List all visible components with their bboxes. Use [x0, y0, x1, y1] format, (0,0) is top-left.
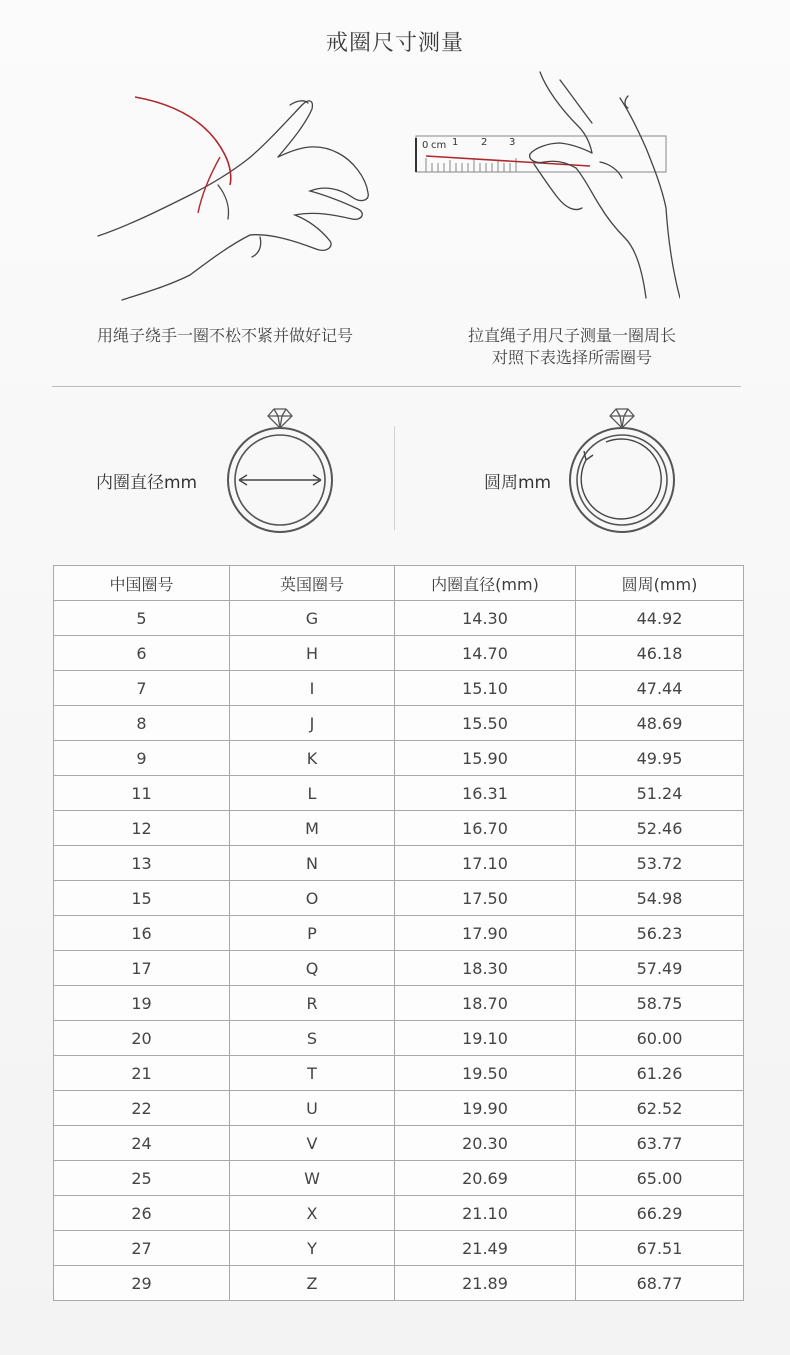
cell-inner-diameter: 19.50 — [395, 1056, 576, 1091]
ruler-measure-illustration — [410, 68, 680, 308]
table-row — [54, 1266, 744, 1301]
cell-circumference: 62.52 — [576, 1091, 744, 1126]
cell-uk-size: S — [230, 1021, 395, 1056]
cell-inner-diameter: 15.90 — [395, 741, 576, 776]
section-divider — [52, 386, 741, 387]
cell-uk-size: P — [230, 916, 395, 951]
cell-uk-size: K — [230, 741, 395, 776]
cell-uk-size: Q — [230, 951, 395, 986]
cell-inner-diameter: 14.70 — [395, 636, 576, 671]
cell-cn-size: 12 — [54, 811, 230, 846]
table-row — [54, 1161, 744, 1196]
cell-circumference: 60.00 — [576, 1021, 744, 1056]
cell-inner-diameter: 19.10 — [395, 1021, 576, 1056]
header-circumference: 圆周(mm) — [576, 566, 744, 601]
cell-circumference: 65.00 — [576, 1161, 744, 1196]
cell-cn-size: 25 — [54, 1161, 230, 1196]
cell-inner-diameter: 21.89 — [395, 1266, 576, 1301]
step-2-caption-line-1: 拉直绳子用尺子测量一圈周长 — [467, 326, 676, 345]
ruler-tick-2: 2 — [481, 137, 488, 148]
cell-cn-size: 22 — [54, 1091, 230, 1126]
diamond-icon — [268, 409, 292, 428]
cell-cn-size: 17 — [54, 951, 230, 986]
cell-inner-diameter: 17.90 — [395, 916, 576, 951]
cell-cn-size: 24 — [54, 1126, 230, 1161]
header-inner-diameter: 内圈直径(mm) — [395, 566, 576, 601]
page-title: 戒圈尺寸测量 — [325, 31, 464, 56]
cell-inner-diameter: 20.30 — [395, 1126, 576, 1161]
cell-circumference: 52.46 — [576, 811, 744, 846]
step-1-caption-line: 用绳子绕手一圈不松不紧并做好记号 — [96, 326, 353, 345]
ruler-tick-0: 0 — [422, 140, 429, 151]
cell-uk-size: W — [230, 1161, 395, 1196]
cell-inner-diameter: 15.50 — [395, 706, 576, 741]
step-2-caption-line-2: 对照下表选择所需圈号 — [491, 348, 652, 367]
hand-wrap-illustration — [90, 85, 380, 310]
cell-cn-size: 11 — [54, 776, 230, 811]
table-header-row — [54, 566, 744, 601]
cell-circumference: 46.18 — [576, 636, 744, 671]
ring-size-table — [53, 565, 744, 1301]
table-row — [54, 1126, 744, 1161]
cell-inner-diameter: 21.49 — [395, 1231, 576, 1266]
cell-circumference: 48.69 — [576, 706, 744, 741]
cell-cn-size: 16 — [54, 916, 230, 951]
table-row — [54, 846, 744, 881]
cell-uk-size: G — [230, 601, 395, 636]
table-row — [54, 776, 744, 811]
cell-uk-size: H — [230, 636, 395, 671]
diameter-label: 内圈直径mm — [96, 473, 198, 493]
cell-cn-size: 13 — [54, 846, 230, 881]
cell-cn-size: 6 — [54, 636, 230, 671]
ruler-tick-1: 1 — [452, 137, 459, 148]
cell-circumference: 47.44 — [576, 671, 744, 706]
cell-inner-diameter: 16.31 — [395, 776, 576, 811]
circumference-label: 圆周mm — [484, 473, 552, 493]
cell-uk-size: I — [230, 671, 395, 706]
cell-circumference: 63.77 — [576, 1126, 744, 1161]
cell-circumference: 56.23 — [576, 916, 744, 951]
table-row — [54, 916, 744, 951]
ring-diameter-diagram — [222, 404, 338, 536]
cell-uk-size: N — [230, 846, 395, 881]
cell-circumference: 44.92 — [576, 601, 744, 636]
cell-uk-size: O — [230, 881, 395, 916]
cell-circumference: 58.75 — [576, 986, 744, 1021]
step-2-caption — [422, 325, 722, 369]
cell-uk-size: T — [230, 1056, 395, 1091]
table-row — [54, 1196, 744, 1231]
cell-circumference: 57.49 — [576, 951, 744, 986]
table-row — [54, 951, 744, 986]
cell-circumference: 66.29 — [576, 1196, 744, 1231]
cell-cn-size: 19 — [54, 986, 230, 1021]
cell-inner-diameter: 15.10 — [395, 671, 576, 706]
cell-inner-diameter: 17.10 — [395, 846, 576, 881]
cell-uk-size: X — [230, 1196, 395, 1231]
cell-uk-size: U — [230, 1091, 395, 1126]
table-row — [54, 1056, 744, 1091]
cell-uk-size: J — [230, 706, 395, 741]
cell-circumference: 51.24 — [576, 776, 744, 811]
cell-cn-size: 5 — [54, 601, 230, 636]
cell-cn-size: 20 — [54, 1021, 230, 1056]
header-cn-size: 中国圈号 — [54, 566, 230, 601]
cell-circumference: 68.77 — [576, 1266, 744, 1301]
cell-inner-diameter: 20.69 — [395, 1161, 576, 1196]
ruler-unit: cm — [431, 140, 447, 151]
cell-circumference: 49.95 — [576, 741, 744, 776]
table-row — [54, 881, 744, 916]
table-row — [54, 811, 744, 846]
cell-cn-size: 9 — [54, 741, 230, 776]
cell-uk-size: M — [230, 811, 395, 846]
cell-circumference: 53.72 — [576, 846, 744, 881]
table-row — [54, 1231, 744, 1266]
cell-cn-size: 26 — [54, 1196, 230, 1231]
table-row — [54, 986, 744, 1021]
cell-cn-size: 15 — [54, 881, 230, 916]
cell-cn-size: 29 — [54, 1266, 230, 1301]
cell-cn-size: 21 — [54, 1056, 230, 1091]
table-row — [54, 636, 744, 671]
ring-circumference-diagram — [564, 404, 680, 536]
cell-circumference: 67.51 — [576, 1231, 744, 1266]
cell-uk-size: R — [230, 986, 395, 1021]
cell-uk-size: Y — [230, 1231, 395, 1266]
cell-uk-size: Z — [230, 1266, 395, 1301]
cell-cn-size: 8 — [54, 706, 230, 741]
diamond-icon — [610, 409, 634, 428]
cell-uk-size: L — [230, 776, 395, 811]
cell-inner-diameter: 21.10 — [395, 1196, 576, 1231]
ruler-tick-3: 3 — [509, 137, 516, 148]
cell-inner-diameter: 14.30 — [395, 601, 576, 636]
table-row — [54, 1021, 744, 1056]
cell-inner-diameter: 18.30 — [395, 951, 576, 986]
cell-cn-size: 27 — [54, 1231, 230, 1266]
step-1-caption — [60, 325, 390, 347]
cell-uk-size: V — [230, 1126, 395, 1161]
table-row — [54, 601, 744, 636]
cell-circumference: 54.98 — [576, 881, 744, 916]
cell-inner-diameter: 17.50 — [395, 881, 576, 916]
diagram-divider — [394, 426, 395, 530]
cell-inner-diameter: 19.90 — [395, 1091, 576, 1126]
table-row — [54, 671, 744, 706]
table-row — [54, 1091, 744, 1126]
cell-circumference: 61.26 — [576, 1056, 744, 1091]
cell-cn-size: 7 — [54, 671, 230, 706]
header-uk-size: 英国圈号 — [230, 566, 395, 601]
cell-inner-diameter: 16.70 — [395, 811, 576, 846]
table-row — [54, 741, 744, 776]
table-row — [54, 706, 744, 741]
cell-inner-diameter: 18.70 — [395, 986, 576, 1021]
